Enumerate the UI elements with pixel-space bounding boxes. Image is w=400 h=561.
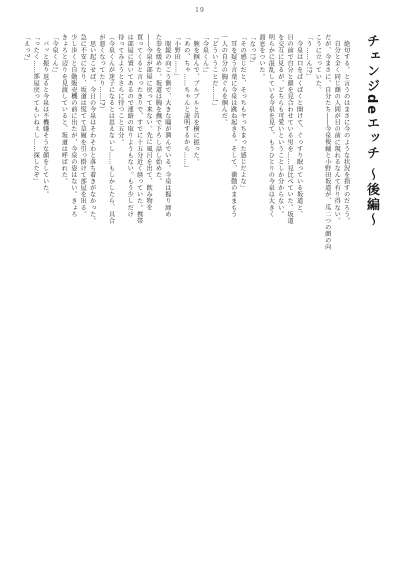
paragraph: 「えっ?」 (22, 34, 30, 64)
paragraph: 「どういうことだ……!」 (210, 34, 218, 109)
paragraph: 溜息をついた。 (257, 34, 265, 80)
paragraph: 「う……ん!?」 (304, 34, 312, 80)
paragraph: 買ってくると言ったきりで、すでに十五分近く経っていた。携帯 (135, 34, 143, 224)
paragraph: 目の前で自分と顔を見合わせている男を……見比べていた。坂道 (286, 34, 294, 224)
paragraph: だが、今まさに、自分たち――今泉俊輔と小野田坂道が、瓜二つの顔の向 (323, 34, 331, 251)
paragraph: ――今泉が部屋に戻って来ない。先に風呂を出て、飲み物を (145, 34, 153, 211)
paragraph: 腕を掴んで、ブルブルと首を横に振った。 (192, 34, 200, 165)
paragraph: こうに立っていた。 (314, 34, 322, 93)
paragraph: 「今泉くん!」 (201, 34, 209, 77)
paragraph: 「小野田……」 (173, 34, 181, 80)
paragraph: た拳を緩めた。坂道は胸を撫で下ろし話し始めた。 (154, 34, 162, 185)
paragraph: を交互に見るが、どちらも可愛いということしか分からない。 (276, 34, 284, 218)
paragraph: （今泉くんが迷子になるとは思えないし……もしかしたら、具合 (107, 34, 115, 224)
page-number: 19 (195, 7, 205, 14)
paragraph: 「あの、ちゃ……ちゃんと説明するから……」 (182, 34, 190, 172)
paragraph: 「今泉くん!」 (51, 34, 58, 77)
paragraph: 「なっ!?」 (248, 34, 256, 67)
upper-text-body (20, 34, 379, 534)
paragraph: 今泉は口をぱくぱくと開けて、ぐっすり眠っている坂道と、 (295, 34, 303, 218)
upper-text-column (20, 34, 379, 534)
paragraph: 少し歩くと自動販売機の前に出たが、今泉の姿はない。きょろ (69, 34, 77, 218)
paragraph: きょろと辺りを見渡していると、坂道は呼ばれた。 (60, 34, 68, 185)
paragraph: 耳を疑う言葉に今泉は跳ね起きる。そして、衝動のままもう (229, 34, 237, 218)
paragraph: 一人の自分の胸ぐらを掴んだ。 (220, 34, 228, 126)
paragraph: 待ってみようとさらに待つこと五分。 (116, 34, 124, 146)
paragraph: 急に不安になり、坂道は慌てて草履を引っ掛けて部屋を出る。 (79, 34, 87, 218)
paragraph: 「その感じだと、そっちもヤっちまった感じだよな」 (239, 34, 247, 192)
paragraph: 思い起こせば、今日の今泉はそわそわと落ち着きがなかった。 (88, 34, 96, 224)
paragraph: が悪くなってたり……!?） (98, 34, 106, 113)
paragraph: 「ったく……部屋戻ってもいねぇし……探したぞ」 (32, 34, 40, 185)
paragraph: 絶句する。と言うのはまさに今のような状況を指すのだろう。 (342, 34, 350, 224)
paragraph: は部屋に置いてあるので連絡の取りようもない。もう少しだけ (126, 34, 134, 218)
paragraph: パッと振り返ると今泉は不機嫌そうな顔をしていた。 (41, 34, 49, 198)
paragraph: 自分と全く同じ顔の人間が目の前に現れるなんて有り得ない。 (333, 34, 341, 224)
paragraph: 眼鏡の向こう側で、大きな瞳が潤んでいる。今泉は握り締め (163, 34, 171, 218)
paragraph: 明らかに混乱している今泉を見て、もうひとりの今泉は大きく (267, 34, 275, 218)
chapter-title: チェンジdeエッチ 〜後編〜 (364, 34, 379, 228)
